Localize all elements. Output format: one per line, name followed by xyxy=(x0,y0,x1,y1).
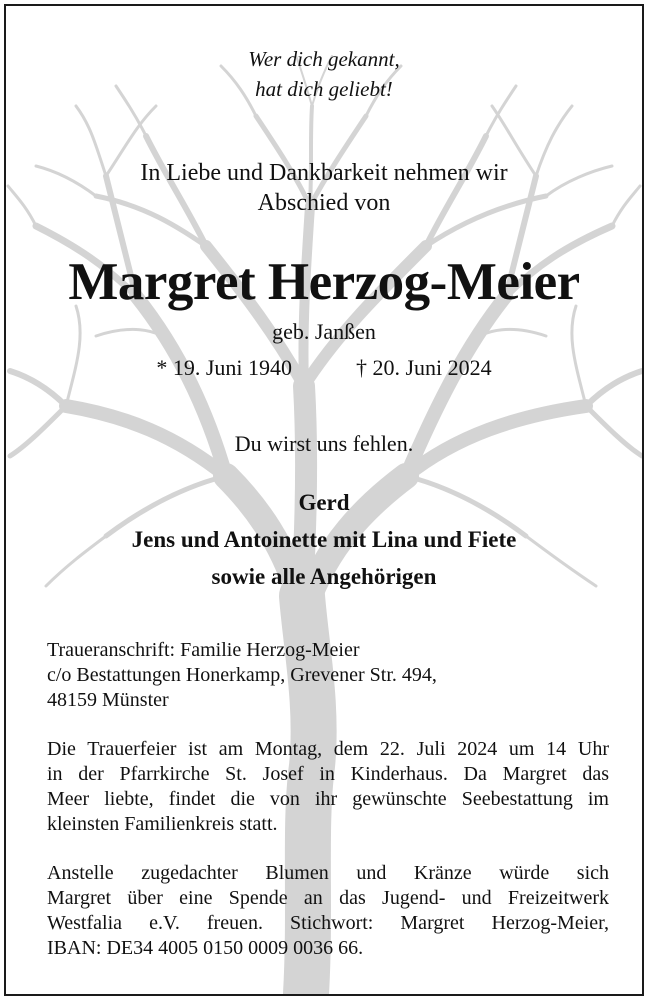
donation-line-1: Anstelle zugedachter Blumen und Kränze würde sich xyxy=(47,862,609,884)
ceremony-paragraph xyxy=(47,737,609,837)
donation-line-3: Westfalia e.V. freuen. Stichwort: Margret Herzog-Meier, xyxy=(47,912,609,934)
birth-date: * 19. Juni 1940 xyxy=(156,355,292,380)
life-dates xyxy=(6,354,642,382)
ceremony-line-4: kleinsten Familienkreis statt. xyxy=(47,813,278,835)
motto-line-1: Wer dich gekannt, xyxy=(248,47,400,71)
motto-line-2: hat dich geliebt! xyxy=(255,77,393,101)
mourners xyxy=(6,484,642,595)
deceased-name: Margret Herzog-Meier xyxy=(68,253,580,311)
address-line-1: Traueranschrift: Familie Herzog-Meier xyxy=(47,639,360,661)
mourners-line-1: Gerd xyxy=(298,490,350,515)
intro-text xyxy=(6,158,642,218)
donation-paragraph xyxy=(47,861,609,961)
donation-line-4: IBAN: DE34 4005 0150 0009 0036 66. xyxy=(47,937,364,959)
ceremony-line-3: Meer liebte, findet die von ihr gewünschte Seebestattung im xyxy=(47,788,609,810)
ceremony-line-2: in der Pfarrkirche St. Josef in Kinderhaus. Da Margret das xyxy=(47,763,609,785)
motto xyxy=(6,44,642,104)
obituary-notice xyxy=(4,4,644,996)
intro-line-1: In Liebe und Dankbarkeit nehmen wir xyxy=(140,160,508,186)
intro-line-2: Abschied von xyxy=(257,190,391,216)
address-line-2: c/o Bestattungen Honerkamp, Grevener Str. 494, xyxy=(47,664,437,686)
address-line-3: 48159 Münster xyxy=(47,689,169,711)
mourners-line-3: sowie alle Angehörigen xyxy=(211,564,437,589)
farewell-line: Du wirst uns fehlen. xyxy=(234,431,414,456)
ceremony-line-1: Die Trauerfeier ist am Montag, dem 22. Juli 2024 um 14 Uhr xyxy=(47,738,609,760)
donation-line-2: Margret über eine Spende an das Jugend- und Freizeitwerk xyxy=(47,887,609,909)
mourning-address xyxy=(47,638,607,713)
mourners-line-2: Jens und Antoinette mit Lina und Fiete xyxy=(131,527,517,552)
maiden-name: geb. Janßen xyxy=(272,319,376,344)
death-date: † 20. Juni 2024 xyxy=(356,355,492,380)
